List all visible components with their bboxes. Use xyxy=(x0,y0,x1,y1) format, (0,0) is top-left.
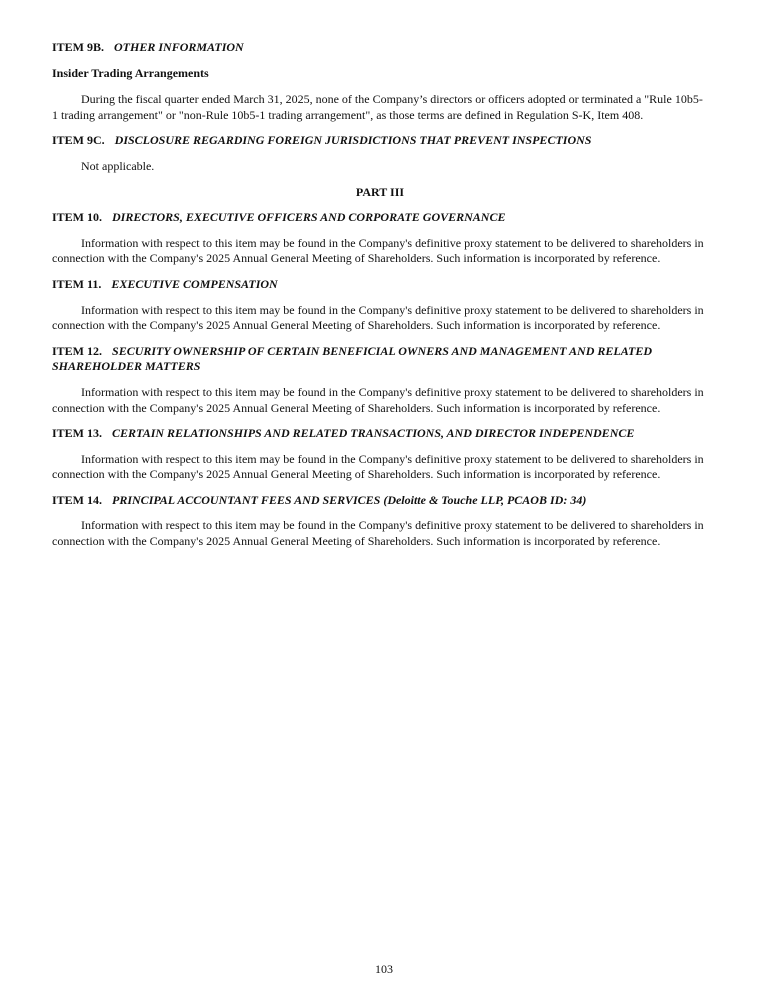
item-12-title: SECURITY OWNERSHIP OF CERTAIN BENEFICIAL OWNERS AND MANAGEMENT AND RELATED SHAREHOLDER MATTERS xyxy=(52,343,653,374)
item-13-number: ITEM 13. xyxy=(52,426,103,441)
item-11-number: ITEM 11. xyxy=(52,276,102,291)
item-9c-title: DISCLOSURE REGARDING FOREIGN JURISDICTIONS THAT PREVENT INSPECTIONS xyxy=(114,133,592,148)
item-13-heading xyxy=(52,426,708,442)
item-12-number: ITEM 12. xyxy=(52,343,103,358)
part-heading: PART III xyxy=(355,184,405,199)
item-13-title: CERTAIN RELATIONSHIPS AND RELATED TRANSACTIONS, AND DIRECTOR INDEPENDENCE xyxy=(112,426,635,441)
item-10-heading xyxy=(52,210,708,226)
item-9b-title: OTHER INFORMATION xyxy=(114,40,244,54)
item-9b-heading xyxy=(52,40,708,56)
item-12-paragraph: Information with respect to this item may be found in the Company's definitive proxy statement to be delivered to shareholders in connection with the Company's 2025 Annual General Meeting of Shareholders. Such information is incorporated by reference. xyxy=(52,384,704,415)
item-9b-paragraph: During the fiscal quarter ended March 31, 2025, none of the Company’s directors or officers adopted or terminated a "Rule 10b5-1 trading arrangement" or "non-Rule 10b5-1 trading arrangement", as those terms are defined in Regulation S-K, Item 408. xyxy=(52,92,703,122)
item-10-number: ITEM 10. xyxy=(52,210,103,225)
item-14-paragraph: Information with respect to this item may be found in the Company's definitive proxy statement to be delivered to shareholders in connection with the Company's 2025 Annual General Meeting of Shareholders. Such information is incorporated by reference. xyxy=(52,518,704,549)
item-10-title: DIRECTORS, EXECUTIVE OFFICERS AND CORPORATE GOVERNANCE xyxy=(112,210,506,225)
item-11-paragraph: Information with respect to this item may be found in the Company's definitive proxy statement to be delivered to shareholders in connection with the Company's 2025 Annual General Meeting of Shareholders. Such information is incorporated by reference. xyxy=(52,302,704,333)
item-9c-number: ITEM 9C. xyxy=(52,133,105,148)
item-11-title: EXECUTIVE COMPENSATION xyxy=(111,276,278,291)
item-14-number: ITEM 14. xyxy=(52,492,103,507)
item-13-paragraph: Information with respect to this item may be found in the Company's definitive proxy statement to be delivered to shareholders in connection with the Company's 2025 Annual General Meeting of Shareholders. Such information is incorporated by reference. xyxy=(52,451,704,482)
item-9c-paragraph: Not applicable. xyxy=(81,158,155,173)
page-number: 103 xyxy=(375,962,393,976)
item-11-heading xyxy=(52,277,708,293)
item-14-heading xyxy=(52,493,708,509)
document-page xyxy=(52,40,708,560)
item-9c-heading xyxy=(52,133,708,149)
item-14-title: PRINCIPAL ACCOUNTANT FEES AND SERVICES (Deloitte & Touche LLP, PCAOB ID: 34) xyxy=(112,492,587,507)
item-12-heading xyxy=(52,344,708,375)
insider-trading-subheading: Insider Trading Arrangements xyxy=(52,65,209,80)
item-10-paragraph: Information with respect to this item may be found in the Company's definitive proxy statement to be delivered to shareholders in connection with the Company's 2025 Annual General Meeting of Shareholders. Such information is incorporated by reference. xyxy=(52,235,704,266)
item-9b-number: ITEM 9B. xyxy=(52,40,105,54)
